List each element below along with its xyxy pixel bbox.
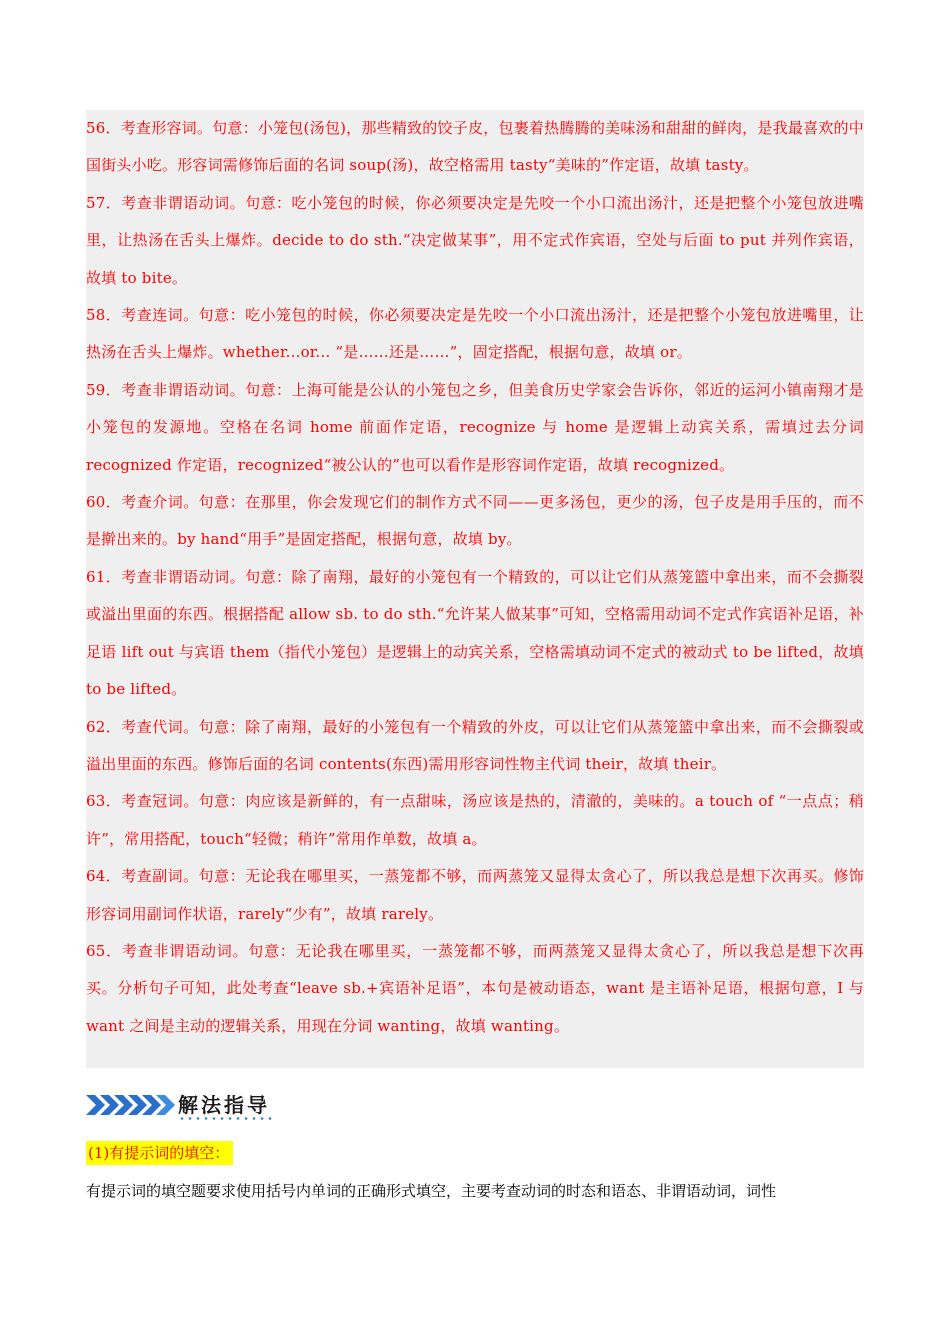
answer-61: 61．考查非谓语动词。句意：除了南翔，最好的小笼包有一个精致的，可以让它们从蒸笼篮中拿出来，而不会撕裂或溢出里面的东西。根据搭配 allow sb. to do sth.“允许某人做某事”可知，空格需用动词不定式作宾语补足语，补足语 lift out 与宾语 them（指代小笼包）是逻辑上的动宾关系，空格需填动词不定式的被动式 to be lifted，故填 to be lifted。 xyxy=(86,567,864,699)
answer-58: 58．考查连词。句意：吃小笼包的时候，你必须要决定是先咬一个小口流出汤汁，还是把整个小笼包放进嘴里，让热汤在舌头上爆炸。whether...or... “是……还是……”，固定搭配，根据句意，故填 or。 xyxy=(86,306,864,362)
answer-65: 65．考查非谓语动词。句意：无论我在哪里买，一蒸笼都不够，而两蒸笼又显得太贪心了，所以我总是想下次再买。分析句子可知，此处考查“leave sb.+宾语补足语”，本句是被动语态，want 是主语补足语，根据句意，I 与 want 之间是主动的逻辑关系，用现在分词 wanting，故填 wanting。 xyxy=(86,941,864,1035)
answer-62: 62．考查代词。句意：除了南翔，最好的小笼包有一个精致的外皮，可以让它们从蒸笼篮中拿出来，而不会撕裂或溢出里面的东西。修饰后面的名词 contents(东西)需用形容词性物主代词 their，故填 their。 xyxy=(86,717,864,773)
answer-60: 60．考查介词。句意：在那里，你会发现它们的制作方式不同——更多汤包，更少的汤，包子皮是用手压的，而不是擀出来的。by hand“用手”是固定搭配，根据句意，故填 by。 xyxy=(86,493,864,549)
guide-title: 解法指导 xyxy=(178,1093,270,1117)
subheading-highlight: (1)有提示词的填空： xyxy=(86,1141,233,1165)
answer-explanations xyxy=(86,110,864,1068)
guide-body-text: 有提示词的填空题要求使用括号内单词的正确形式填空，主要考查动词的时态和语态、非谓语动词，词性 xyxy=(86,1182,777,1200)
answer-57: 57．考查非谓语动词。句意：吃小笼包的时候，你必须要决定是先咬一个小口流出汤汁，还是把整个小笼包放进嘴里，让热汤在舌头上爆炸。decide to do sth.“决定做某事”，用不定式作宾语，空处与后面 to put 并列作宾语，故填 to bite。 xyxy=(86,193,864,287)
answer-63: 63．考查冠词。句意：肉应该是新鲜的，有一点甜味，汤应该是热的，清澈的，美味的。a touch of “一点点；稍许”，常用搭配，touch“轻微；稍许”常用作单数，故填 a。 xyxy=(86,792,864,848)
answer-56: 56．考查形容词。句意：小笼包(汤包)，那些精致的饺子皮，包裹着热腾腾的美味汤和甜甜的鲜肉，是我最喜欢的中国街头小吃。形容词需修饰后面的名词 soup(汤)，故空格需用 tasty“美味的”作定语，故填 tasty。 xyxy=(86,119,864,175)
guide-section-header xyxy=(86,1087,286,1123)
answer-64: 64．考查副词。句意：无论我在哪里买，一蒸笼都不够，而两蒸笼又显得太贪心了，所以我总是想下次再买。修饰形容词用副词作状语，rarely“少有”，故填 rarely。 xyxy=(86,867,864,923)
chevron-arrows-icon xyxy=(86,1093,176,1117)
dotted-underline xyxy=(178,1117,274,1120)
answer-59: 59．考查非谓语动词。句意：上海可能是公认的小笼包之乡，但美食历史学家会告诉你，邻近的运河小镇南翔才是小笼包的发源地。空格在名词 home 前面作定语，recognize 与 home 是逻辑上动宾关系，需填过去分词 recognized 作定语，recognized“被公认的”也可以看作是形容词作定语，故填 recognized。 xyxy=(86,380,864,474)
